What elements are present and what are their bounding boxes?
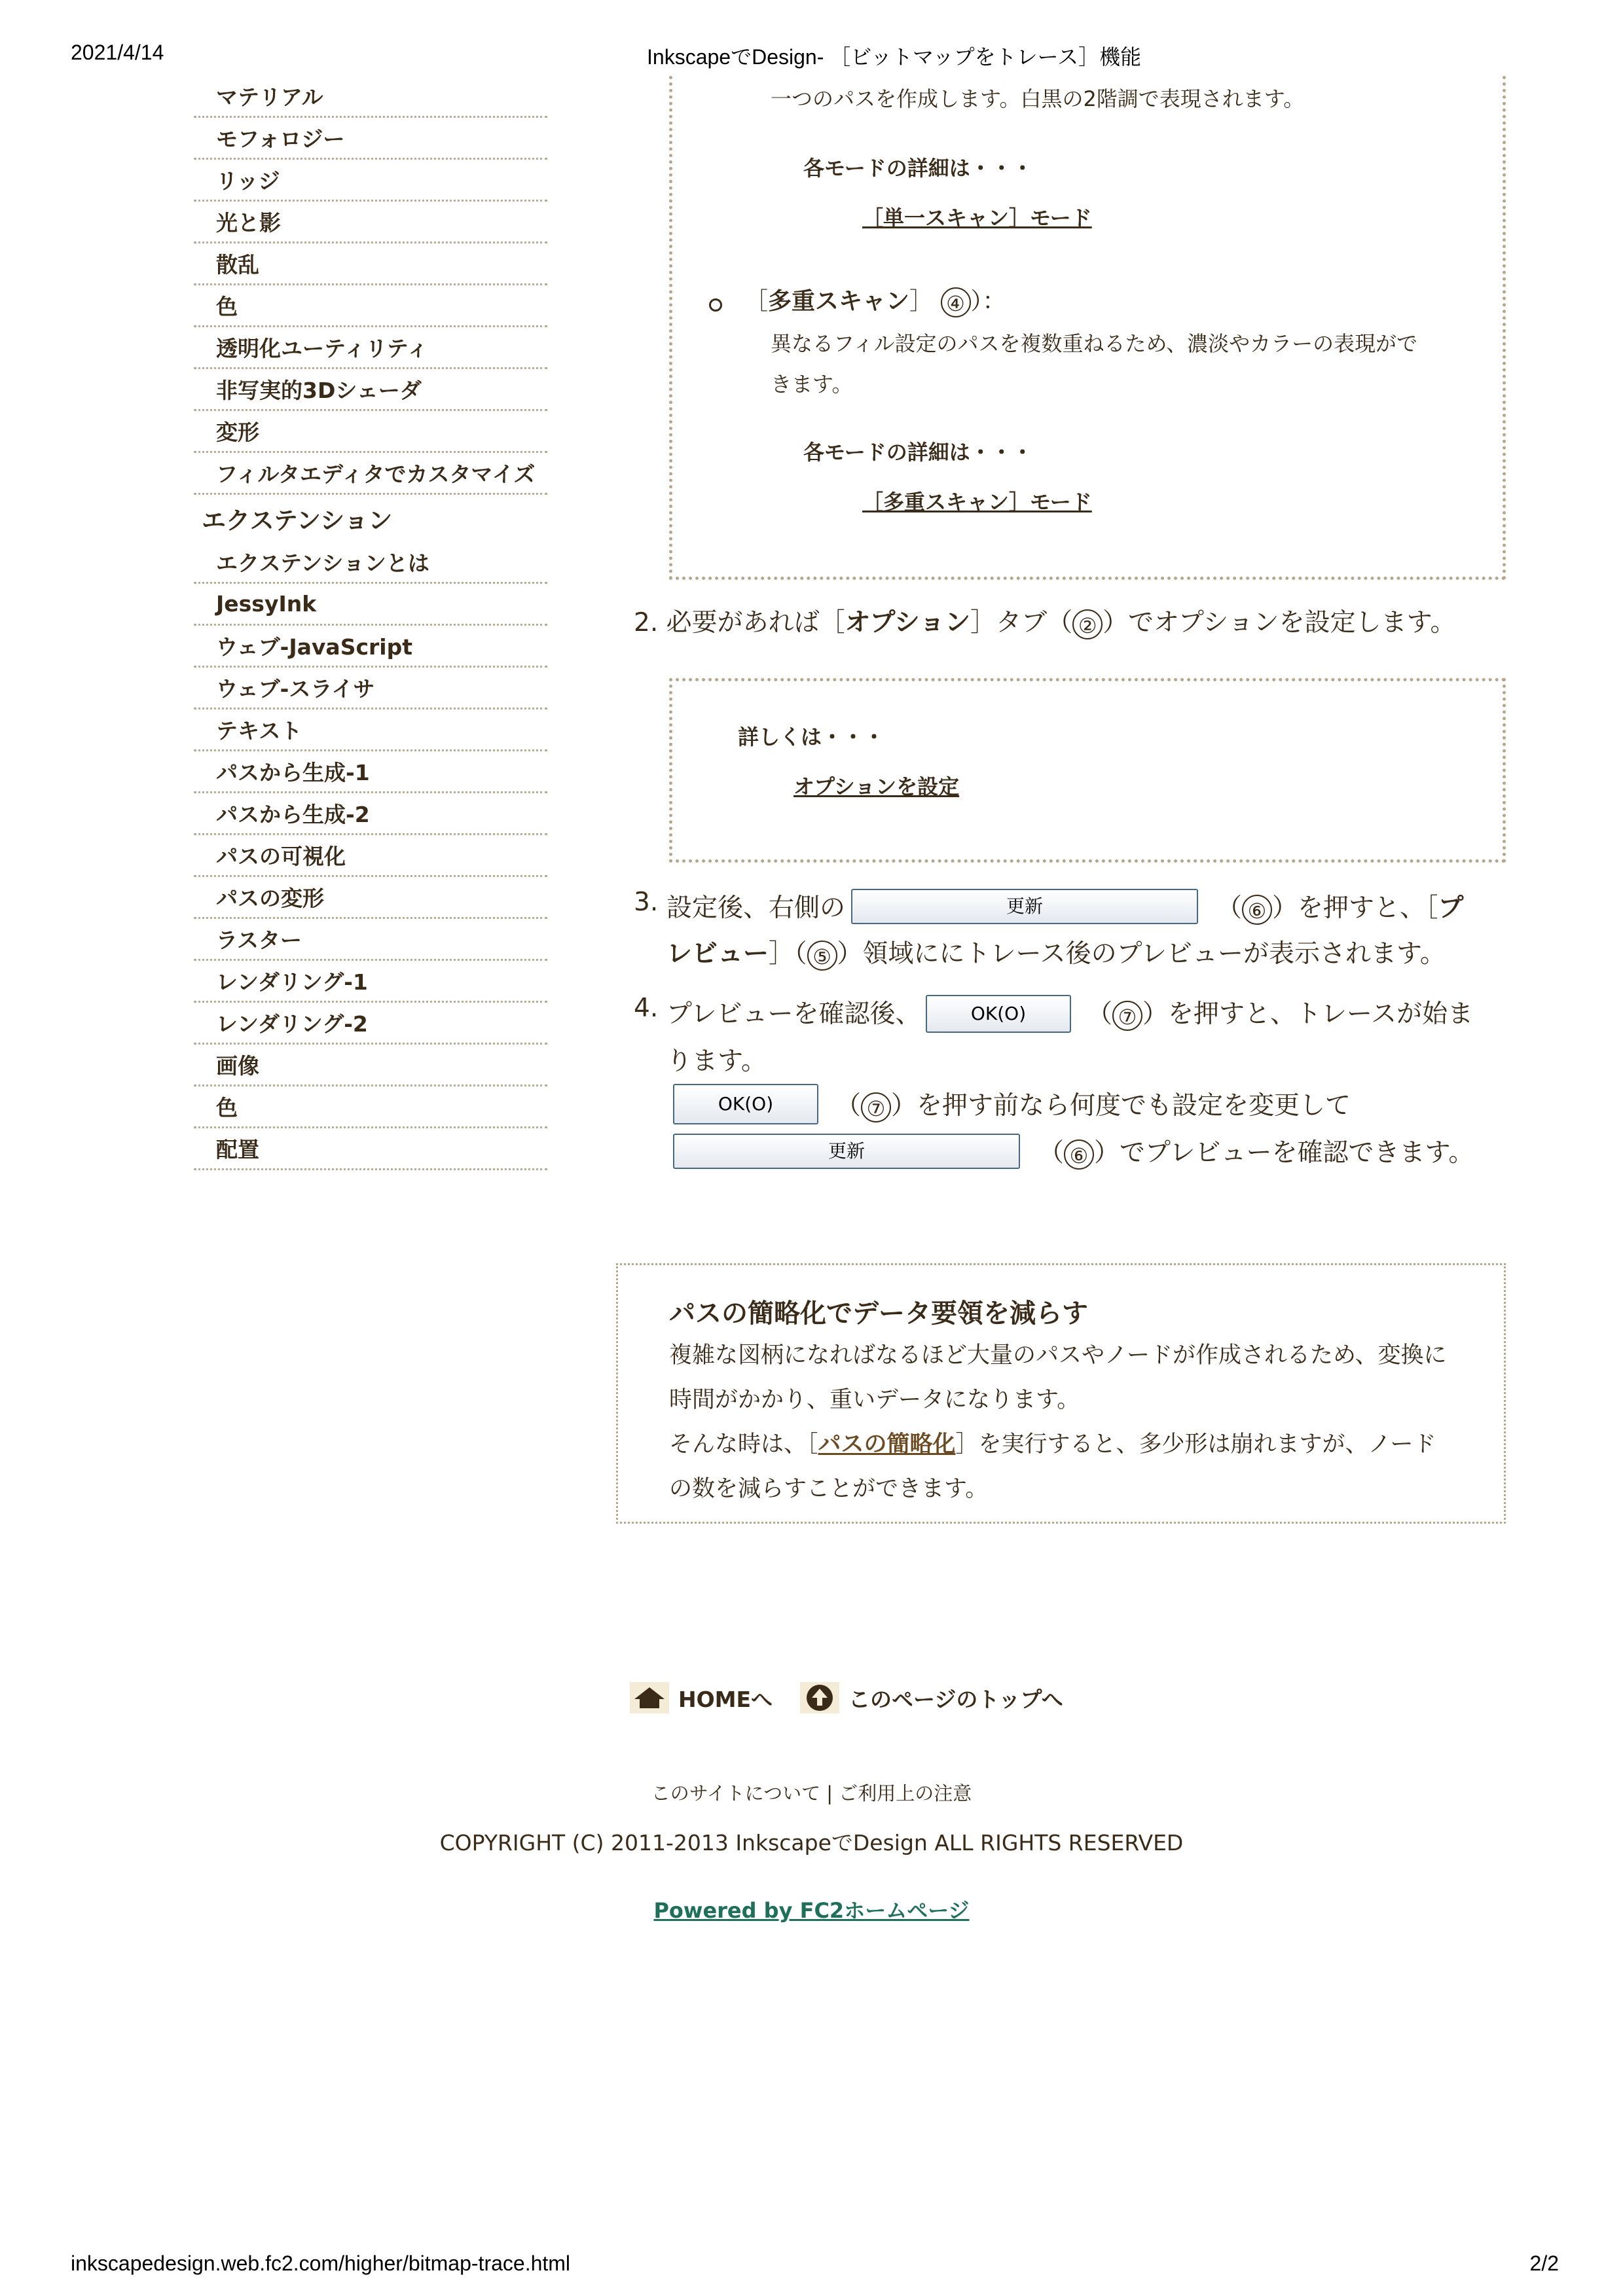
sidebar-item[interactable]: パスから生成-2	[194, 793, 547, 835]
sidebar-item[interactable]: 散乱	[194, 243, 547, 285]
sidebar-item[interactable]: パスの可視化	[194, 835, 547, 877]
sidebar-item[interactable]: モフォロジー	[194, 118, 547, 160]
step-3-num: 3.	[634, 888, 659, 917]
single-scan-desc: 一つのパスを作成します。白黒の2階調で表現されます。	[771, 86, 1305, 111]
tip-line-1: 複雑な図柄になればなるほど大量のパスやノードが作成されるため、変換に	[669, 1342, 1447, 1369]
page-top-link[interactable]: このページのトップへ	[800, 1682, 1063, 1713]
multi-scan-desc-2: きます。	[771, 372, 853, 397]
sidebar-item[interactable]: テキスト	[194, 709, 547, 751]
sidebar-item[interactable]: 画像	[194, 1045, 547, 1086]
sidebar-item[interactable]: レンダリング-2	[194, 1003, 547, 1045]
circled-number: ④	[941, 287, 971, 317]
sidebar-item[interactable]: 変形	[194, 411, 547, 453]
step-2: 2. 必要があれば［オプション］タブ（ ② ）でオプションを設定します。	[634, 608, 1456, 638]
sidebar-item[interactable]: 光と影	[194, 202, 547, 243]
ok-button[interactable]: OK(O)	[926, 995, 1071, 1033]
multi-scan-desc-1: 異なるフィル設定のパスを複数重ねるため、濃淡やカラーの表現がで	[771, 331, 1418, 356]
sidebar-item[interactable]: マテリアル	[194, 76, 547, 118]
sidebar-item[interactable]: 色	[194, 1086, 547, 1128]
circled-number: ⑦	[861, 1092, 891, 1122]
step-4-line4: （ ⑥ ）でプレビューを確認できます。	[1038, 1138, 1474, 1168]
step-3-post: （ ⑥ ）を押すと、［プ	[1216, 893, 1464, 924]
list-bullet	[709, 298, 722, 312]
sidebar-nav	[194, 76, 547, 1170]
step-4-num: 4.	[634, 994, 659, 1023]
home-link[interactable]: HOMEへ	[630, 1682, 773, 1713]
sidebar-item[interactable]: パスから生成-1	[194, 751, 547, 793]
trace-mode-box	[669, 76, 1506, 580]
simplify-path-link[interactable]: パスの簡略化	[818, 1431, 956, 1458]
update-button[interactable]: 更新	[851, 889, 1198, 924]
home-icon	[630, 1682, 669, 1713]
ok-button-inline[interactable]: OK(O)	[673, 1084, 818, 1124]
print-date: 2021/4/14	[71, 41, 164, 64]
step-4-line3: （ ⑦ ）を押す前なら何度でも設定を変更して	[835, 1091, 1351, 1121]
sidebar-item[interactable]: エクステンションとは	[194, 542, 547, 584]
sidebar-heading-extensions: エクステンション	[202, 507, 393, 535]
sidebar-item[interactable]: 配置	[194, 1128, 547, 1170]
circled-number: ⑦	[1112, 1001, 1142, 1031]
tip-line-3: そんな時は、［パスの簡略化］を実行すると、多少形は崩れますが、ノード	[669, 1431, 1436, 1458]
circled-number: ②	[1072, 609, 1103, 639]
step-4-line2: ります。	[666, 1047, 767, 1076]
multi-scan-label: ［多重スキャン］ ④ ）：	[744, 288, 1006, 316]
option-box	[669, 678, 1506, 863]
tip-line-2: 時間がかかり、重いデータになります。	[669, 1387, 1080, 1413]
sidebar-item[interactable]: リッジ	[194, 160, 547, 202]
sidebar-item[interactable]: ウェブ-JavaScript	[194, 626, 547, 668]
print-url: inkscapedesign.web.fc2.com/higher/bitmap-trace.html	[71, 2251, 571, 2275]
multi-scan-link[interactable]: ［多重スキャン］モード	[862, 490, 1092, 514]
step-3-pre: 設定後、右側の	[666, 893, 846, 923]
tip-line-4: の数を減らすことができます。	[669, 1476, 989, 1502]
site-links[interactable]: このサイトについて | ご利用上の注意	[651, 1782, 972, 1804]
detail-label-2: 各モードの詳細は・・・	[803, 440, 1033, 465]
sidebar-item[interactable]: パスの変形	[194, 877, 547, 919]
circled-number: ⑥	[1242, 895, 1272, 925]
option-link[interactable]: オプションを設定	[793, 774, 960, 799]
update-button-inline[interactable]: 更新	[673, 1134, 1020, 1169]
step-4-post: （ ⑦ ）を押すと、トレースが始ま	[1087, 999, 1474, 1030]
sidebar-item[interactable]: フィルタエディタでカスタマイズ	[194, 453, 547, 495]
sidebar-item[interactable]: レンダリング-1	[194, 961, 547, 1003]
print-page-number: 2/2	[1529, 2251, 1559, 2275]
single-scan-link[interactable]: ［単一スキャン］モード	[862, 206, 1092, 230]
sidebar-item[interactable]: ラスター	[194, 919, 547, 961]
sidebar-item[interactable]: ウェブ-スライサ	[194, 668, 547, 709]
sidebar-item[interactable]: 透明化ユーティリティ	[194, 327, 547, 369]
circled-number: ⑤	[807, 941, 837, 971]
step-4-pre: プレビューを確認後、	[666, 999, 921, 1029]
arrow-up-icon	[800, 1682, 839, 1713]
print-title: InkscapeでDesign- ［ビットマップをトレース］機能	[647, 45, 1142, 69]
sidebar-item[interactable]: JessyInk	[194, 584, 547, 626]
step-3-line2: レビュー］（ ⑤ ）領域ににトレース後のプレビューが表示されます。	[666, 939, 1446, 969]
sidebar-item[interactable]: 非写実的3Dシェーダ	[194, 369, 547, 411]
copyright: COPYRIGHT (C) 2011-2013 InkscapeでDesign ALL RIGHTS RESERVED	[439, 1830, 1184, 1856]
detail-label-3: 詳しくは・・・	[738, 725, 885, 749]
powered-by-link[interactable]: Powered by FC2ホームページ	[653, 1898, 970, 1923]
detail-label-1: 各モードの詳細は・・・	[803, 156, 1033, 181]
tip-box	[616, 1263, 1506, 1524]
tip-title: パスの簡略化でデータ要領を減らす	[669, 1299, 1088, 1329]
sidebar-item[interactable]: 色	[194, 285, 547, 327]
circled-number: ⑥	[1064, 1139, 1094, 1170]
